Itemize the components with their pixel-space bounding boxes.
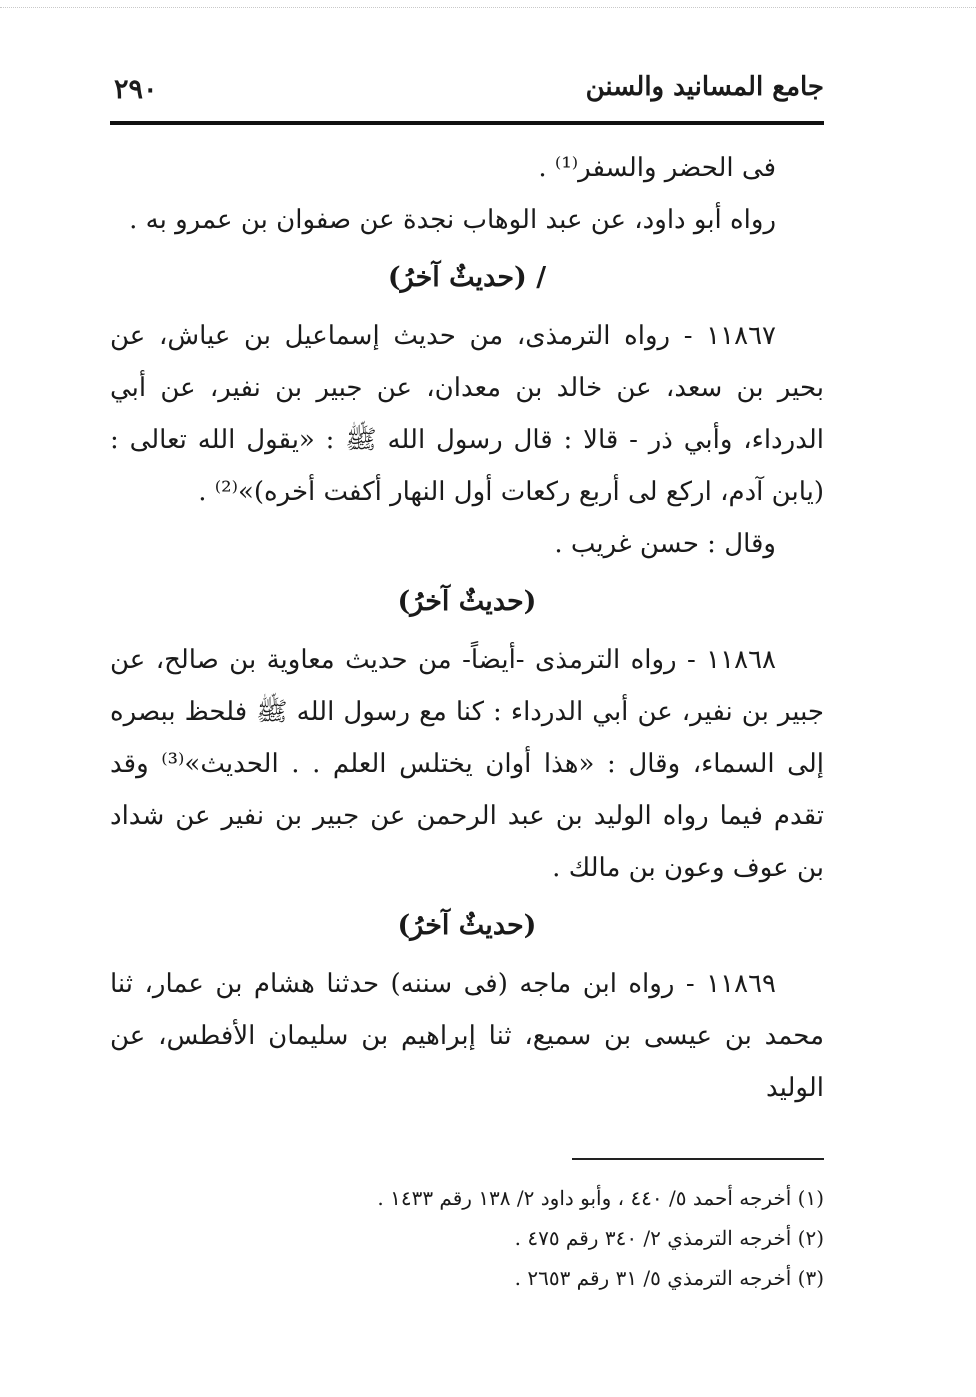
paragraph-hasan-gharib: وقال : حسن غريب . [554,529,776,559]
page-number: ٢٩٠ [114,74,158,105]
running-header [110,72,824,112]
main-text [110,142,824,1114]
footnote-2: (٢) أخرجه الترمذي ٢/ ٣٤٠ رقم ٤٧٥ . [514,1226,824,1250]
book-title: جامع المسانيد والسنن [585,72,824,102]
section-heading-2: (حديثٌ آخرُ) [397,586,537,617]
hadith-11868: ١١٨٦٨ - رواه الترمذى -أيضاً- من حديث معاوية بن صالح، عن جبير بن نفير، عن أبي الدرداء : كنا مع رسول الله ﷺ فلحظ ببصره إلى السماء، وقال : «هذا أوان يختلس العلم . . الحديث»⁽³⁾ وقد تقدم فيما رواه الوليد بن عبد الرحمن عن جبير بن نفير عن شداد بن عوف وعون بن مالك . [110,645,824,883]
paragraph-continuation: فى الحضر والسفر⁽¹⁾ . [538,153,776,183]
paragraph-abu-dawud: رواه أبو داود، عن عبد الوهاب نجدة عن صفوان بن عمرو به . [129,205,776,235]
hadith-11867: ١١٨٦٧ - رواه الترمذى، من حديث إسماعيل بن عياش، عن بحير بن سعد، عن خالد بن معدان، عن جبير بن نفير، عن أبي الدرداء، وأبي ذر - قالا : قال رسول الله ﷺ : «يقول الله تعالى : (يابن آدم، اركع لى أربع ركعات أول النهار أكفت أخره)»⁽²⁾ . [110,321,824,507]
section-heading-1: / (حديثٌ آخرُ) [387,262,547,293]
footnote-3: (٣) أخرجه الترمذي ٥/ ٣١ رقم ٢٦٥٣ . [514,1266,824,1290]
footnotes [110,1178,824,1298]
footnote-separator [572,1158,824,1160]
section-heading-3: (حديثٌ آخرُ) [397,910,537,941]
header-rule [110,121,824,125]
hadith-11869: ١١٨٦٩ - رواه ابن ماجه (فى سننه) حدثنا هشام بن عمار، ثنا محمد بن عيسى بن سميع، ثنا إبراهيم بن سليمان الأفطس، عن الوليد [110,969,824,1103]
footnote-1: (١) أخرجه أحمد ٥/ ٤٤٠ ، وأبو داود ٢/ ١٣٨ رقم ١٤٣٣ . [377,1186,824,1210]
book-page [110,0,824,1397]
